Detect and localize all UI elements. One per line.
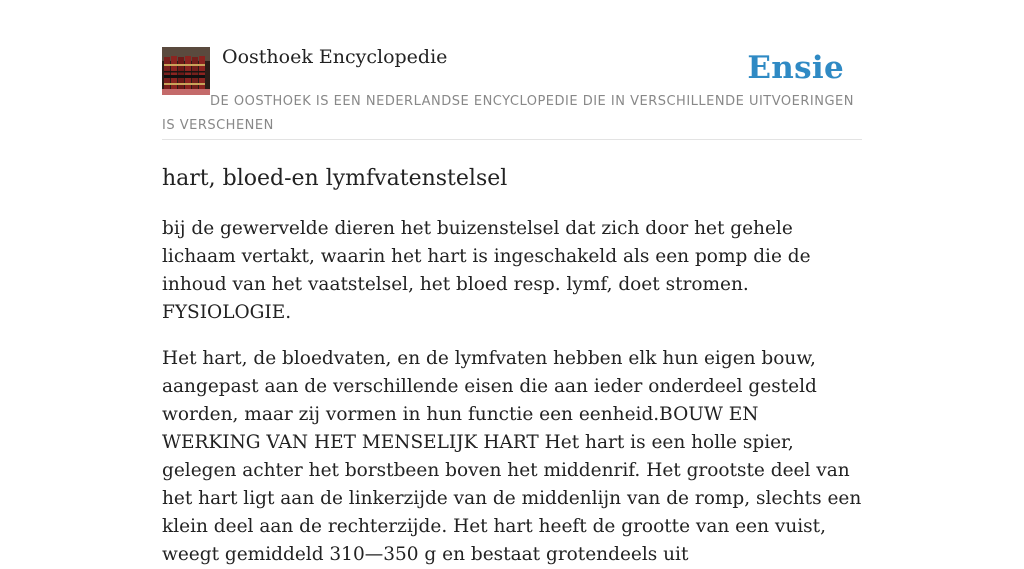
article-title: hart, bloed-en lymfvatenstelsel bbox=[162, 166, 508, 191]
content-column bbox=[162, 0, 862, 569]
source-description: DE OOSTHOEK IS EEN NEDERLANDSE ENCYCLOPEDIE DIE IN VERSCHILLENDE UITVOERINGEN IS VERSCHENEN bbox=[162, 94, 854, 133]
encyclopedia-books-icon bbox=[162, 47, 210, 95]
source-name[interactable]: Oosthoek Encyclopedie bbox=[222, 46, 448, 68]
avatar[interactable] bbox=[162, 47, 210, 95]
article-paragraph: Het hart, de bloedvaten, en de lymfvaten hebben elk hun eigen bouw, aangepast aan de verschillende eisen die aan ieder onderdeel gesteld worden, maar zij vormen in hun functie een eenheid.BOUW EN WERKING VAN HET MENSELIJK HART Het hart is een holle spier, gelegen achter het borstbeen boven het middenrif. Het grootste deel van het hart ligt aan de linkerzijde van de middenlijn van de romp, slechts een klein deel aan de rechterzijde. Het hart heeft de grootte van een vuist, weegt gemiddeld 310—350 g en bestaat grotendeels uit bbox=[162, 348, 862, 565]
article-paragraph: bij de gewervelde dieren het buizenstelsel dat zich door het gehele lichaam vertakt, waarin het hart is ingeschakeld als een pomp die de inhoud van het vaatstelsel, het bloed resp. lymf, doet stromen. FYSIOLOGIE. bbox=[162, 218, 811, 323]
brand-logo[interactable]: Ensie bbox=[747, 50, 844, 86]
source-header bbox=[162, 0, 862, 140]
